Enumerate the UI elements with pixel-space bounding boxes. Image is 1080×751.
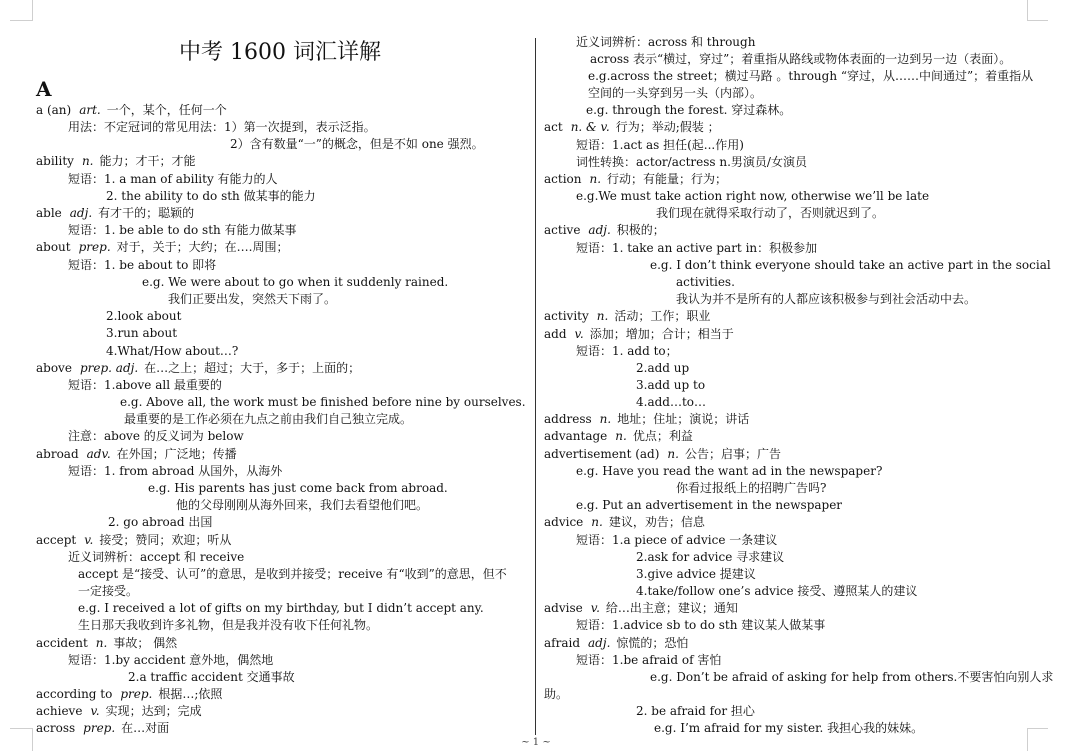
headword: act bbox=[544, 120, 563, 134]
line-text: e.g.We must take action right now, otherwise we’ll be late bbox=[576, 189, 930, 203]
line-text: 3.give advice 提建议 bbox=[636, 567, 756, 581]
line-text: 惊慌的；恐怕 bbox=[616, 636, 689, 650]
part-of-speech: n. bbox=[615, 429, 627, 443]
line-text: accept 是“接受、认可”的意思，是收到并接受；receive 有“收到”的意思，但不 bbox=[78, 567, 507, 581]
headword: abroad bbox=[36, 447, 79, 461]
entry-detail-line bbox=[586, 103, 791, 118]
line-text: 我们正要出发，突然天下雨了。 bbox=[168, 292, 337, 306]
part-of-speech: prep. bbox=[83, 721, 116, 735]
entry-detail-line bbox=[148, 481, 448, 496]
entry-detail-line bbox=[636, 550, 784, 565]
entry-detail-line bbox=[106, 189, 316, 204]
entry-detail-line bbox=[106, 326, 177, 341]
crop-mark-bottom-left bbox=[10, 728, 33, 751]
line-text: 地址；住址；演说；讲话 bbox=[617, 412, 750, 426]
headword: a (an) bbox=[36, 103, 72, 117]
entry-detail-line bbox=[68, 223, 297, 238]
crop-mark-top-left bbox=[10, 0, 33, 21]
line-text: 活动；工作；职业 bbox=[614, 309, 711, 323]
entry-detail-line bbox=[78, 601, 484, 616]
line-text: 行动；有能量；行为； bbox=[607, 172, 728, 186]
line-text: 一个，某个，任何一个 bbox=[106, 103, 227, 117]
part-of-speech: n. bbox=[596, 309, 609, 323]
entry-headword-line bbox=[36, 636, 177, 651]
line-text: 给…出主意；建议；通知 bbox=[605, 601, 738, 615]
line-text: 短语：1.advice sb to do sth 建议某人做某事 bbox=[576, 618, 826, 632]
entry-detail-line bbox=[68, 653, 273, 668]
entry-detail-line bbox=[650, 670, 1053, 685]
line-text: 2.look about bbox=[106, 309, 182, 323]
entry-headword-line bbox=[36, 447, 237, 462]
entry-headword-line bbox=[36, 361, 360, 376]
entry-headword-line bbox=[544, 120, 720, 135]
entry-detail-line bbox=[106, 344, 238, 359]
line-text: 短语：1.above all 最重要的 bbox=[68, 378, 222, 392]
line-text: 接受；赞同；欢迎；听从 bbox=[99, 533, 232, 547]
headword: about bbox=[36, 240, 71, 254]
part-of-speech: adj. bbox=[588, 636, 611, 650]
entry-detail-line bbox=[68, 172, 278, 187]
entry-detail-line bbox=[124, 412, 412, 427]
line-text: e.g. through the forest. 穿过森林。 bbox=[586, 103, 792, 117]
entry-headword-line bbox=[36, 206, 194, 221]
headword: achieve bbox=[36, 704, 83, 718]
entry-headword-line bbox=[544, 327, 734, 342]
line-text: 在…对面 bbox=[121, 721, 170, 735]
line-text: 对于，关于；大约；在….周围； bbox=[116, 240, 289, 254]
line-text: e.g. I received a lot of gifts on my birthday, but I didn’t accept any. bbox=[78, 601, 484, 615]
entry-headword-line bbox=[36, 103, 227, 118]
line-text: 短语：1. be able to do sth 有能力做某事 bbox=[68, 223, 297, 237]
part-of-speech: adj. bbox=[69, 206, 93, 220]
document-title: 中考 1600 词汇详解 bbox=[179, 40, 381, 65]
entry-detail-line bbox=[176, 498, 428, 513]
line-text: 短语：1. from abroad 从国外，从海外 bbox=[68, 464, 283, 478]
line-text: 短语：1.act as 担任(起...作用) bbox=[576, 138, 744, 152]
line-text: e.g. Have you read the want ad in the newspaper? bbox=[576, 464, 883, 478]
headword: advantage bbox=[544, 429, 608, 443]
part-of-speech: n. bbox=[591, 515, 603, 529]
line-text: 2. go abroad 出国 bbox=[108, 515, 213, 529]
entry-detail-line bbox=[68, 464, 282, 479]
entry-detail-line bbox=[120, 395, 526, 410]
line-text: e.g. Put an advertisement in the newspaper bbox=[576, 498, 843, 512]
line-text: e.g. I’m afraid for my sister. 我担心我的妹妹。 bbox=[654, 721, 924, 735]
entry-detail-line bbox=[588, 86, 762, 101]
entry-headword-line bbox=[544, 309, 710, 324]
part-of-speech: prep. adj. bbox=[79, 361, 139, 375]
entry-headword-line bbox=[544, 172, 727, 187]
entry-headword-line bbox=[36, 721, 169, 736]
line-text: 短语：1. add to； bbox=[576, 344, 678, 358]
line-text: e.g. Don’t be afraid of asking for help from others.不要害怕向别人求 bbox=[650, 670, 1054, 684]
part-of-speech: art. bbox=[79, 103, 101, 117]
line-text: 词性转换：actor/actress n.男演员/女演员 bbox=[576, 155, 807, 169]
entry-detail-line bbox=[230, 137, 484, 152]
headword: afraid bbox=[544, 636, 581, 650]
headword: advise bbox=[544, 601, 583, 615]
entry-headword-line bbox=[544, 601, 738, 616]
part-of-speech: v. bbox=[590, 601, 600, 615]
line-text: 短语：1. a man of ability 有能力的人 bbox=[68, 172, 278, 186]
entry-detail-line bbox=[576, 138, 744, 153]
entry-headword-line bbox=[36, 533, 231, 548]
line-text: activities. bbox=[676, 275, 735, 289]
line-text: 3.run about bbox=[106, 326, 178, 340]
entry-detail-line bbox=[68, 120, 376, 135]
part-of-speech: v. bbox=[84, 533, 94, 547]
entry-detail-line bbox=[636, 584, 917, 599]
entry-detail-line bbox=[576, 653, 721, 668]
entry-headword-line bbox=[544, 412, 749, 427]
headword: across bbox=[36, 721, 76, 735]
entry-headword-line bbox=[36, 154, 196, 169]
line-text: 用法：不定冠词的常见用法：1）第一次提到，表示泛指。 bbox=[68, 120, 376, 134]
part-of-speech: adv. bbox=[86, 447, 111, 461]
headword: according to bbox=[36, 687, 113, 701]
entry-detail-line bbox=[576, 155, 807, 170]
entry-detail-line bbox=[576, 618, 825, 633]
line-text: e.g. His parents has just come back from abroad. bbox=[148, 481, 448, 495]
line-text: e.g.across the street；横过马路 。through “穿过，从……中间通过”；着重指从 bbox=[588, 69, 1034, 83]
entry-detail-line bbox=[636, 567, 756, 582]
crop-mark-top-right bbox=[1027, 0, 1048, 21]
entry-detail-line bbox=[68, 550, 244, 565]
line-text: 生日那天我收到许多礼物，但是我并没有收下任何礼物。 bbox=[78, 618, 379, 632]
part-of-speech: n. bbox=[599, 412, 612, 426]
line-text: 他的父母刚刚从海外回来，我们去看望他们吧。 bbox=[176, 498, 429, 512]
part-of-speech: n. bbox=[589, 172, 602, 186]
line-text: 空间的一头穿到另一头（内部）。 bbox=[588, 86, 763, 100]
entry-detail-line bbox=[576, 344, 678, 359]
line-text: 近义词辨析：accept 和 receive bbox=[68, 550, 245, 564]
line-text: 实现；达到；完成 bbox=[105, 704, 202, 718]
line-text: 2）含有数量“一”的概念，但是不如 one 强烈。 bbox=[230, 137, 484, 151]
entry-detail-line bbox=[142, 275, 448, 290]
line-text: 公告；启事；广告 bbox=[684, 447, 781, 461]
entry-detail-line bbox=[128, 670, 295, 685]
line-text: 注意：above 的反义词为 below bbox=[68, 429, 244, 443]
entry-headword-line bbox=[544, 447, 781, 462]
entry-headword-line bbox=[544, 223, 665, 238]
line-text: 3.add up to bbox=[636, 378, 706, 392]
line-text: 4.take/follow one’s advice 接受、遵照某人的建议 bbox=[636, 584, 918, 598]
entry-headword-line bbox=[36, 704, 202, 719]
line-text: 近义词辨析：across 和 through bbox=[576, 35, 756, 49]
entry-headword-line bbox=[36, 240, 288, 255]
entry-detail-line bbox=[656, 206, 884, 221]
entry-detail-line bbox=[576, 189, 929, 204]
headword: accident bbox=[36, 636, 88, 650]
line-text: e.g. Above all, the work must be finished before nine by ourselves. bbox=[120, 395, 526, 409]
column-divider bbox=[535, 38, 536, 735]
part-of-speech: prep. bbox=[78, 240, 111, 254]
line-text: 2.add up bbox=[636, 361, 690, 375]
line-text: 你看过报纸上的招聘广告吗? bbox=[676, 481, 827, 495]
entry-detail-line bbox=[636, 704, 755, 719]
line-text: 能力；才干；才能 bbox=[99, 154, 196, 168]
line-text: 优点；利益 bbox=[632, 429, 693, 443]
entry-detail-line bbox=[588, 69, 1033, 84]
entry-detail-line bbox=[636, 378, 705, 393]
line-text: 4.What/How about…? bbox=[106, 344, 239, 358]
entry-detail-line bbox=[576, 498, 842, 513]
line-text: 助。 bbox=[544, 687, 569, 701]
line-text: 在外国；广泛地；传播 bbox=[116, 447, 237, 461]
entry-detail-line bbox=[676, 292, 976, 307]
line-text: 2. the ability to do sth 做某事的能力 bbox=[106, 189, 316, 203]
line-text: 在…之上；超过；大于，多于；上面的； bbox=[144, 361, 361, 375]
entry-detail-line bbox=[78, 567, 507, 582]
line-text: 2.a traffic accident 交通事故 bbox=[128, 670, 295, 684]
entry-detail-line bbox=[590, 52, 1011, 67]
part-of-speech: n. & v. bbox=[570, 120, 610, 134]
entry-headword-line bbox=[36, 687, 222, 702]
entry-detail-line bbox=[78, 618, 378, 633]
line-text: 短语：1.by accident 意外地，偶然地 bbox=[68, 653, 274, 667]
line-text: 有才干的；聪颖的 bbox=[98, 206, 195, 220]
entry-detail-line bbox=[106, 309, 181, 324]
line-text: across 表示“横过，穿过”；着重指从路线或物体表面的一边到另一边（表面）。 bbox=[590, 52, 1012, 66]
headword: accept bbox=[36, 533, 77, 547]
headword: advice bbox=[544, 515, 584, 529]
entry-detail-line bbox=[68, 378, 222, 393]
entry-detail-line bbox=[636, 361, 689, 376]
line-text: 事故； 偶然 bbox=[113, 636, 178, 650]
page-number: ~ 1 ~ bbox=[521, 737, 551, 748]
headword: activity bbox=[544, 309, 589, 323]
line-text: 积极的； bbox=[616, 223, 665, 237]
entry-detail-line bbox=[676, 481, 826, 496]
line-text: 行为；举动;假装 ； bbox=[615, 120, 720, 134]
line-text: e.g. I don’t think everyone should take an active part in the social bbox=[650, 258, 1051, 272]
line-text: e.g. We were about to go when it suddenly rained. bbox=[142, 275, 449, 289]
entry-headword-line bbox=[544, 636, 688, 651]
part-of-speech: v. bbox=[574, 327, 584, 341]
line-text: 根据…;依照 bbox=[158, 687, 223, 701]
entry-detail-line bbox=[108, 515, 212, 530]
line-text: 建议，劝告；信息 bbox=[608, 515, 705, 529]
headword: add bbox=[544, 327, 567, 341]
headword: able bbox=[36, 206, 62, 220]
entry-detail-line bbox=[576, 35, 755, 50]
entry-detail-line bbox=[676, 275, 735, 290]
headword: action bbox=[544, 172, 582, 186]
headword: address bbox=[544, 412, 592, 426]
entry-detail-line bbox=[78, 584, 138, 599]
line-text: 我认为并不是所有的人都应该积极参与到社会活动中去。 bbox=[676, 292, 977, 306]
entry-detail-line bbox=[650, 258, 1051, 273]
line-text: 短语：1.a piece of advice 一条建议 bbox=[576, 533, 778, 547]
line-text: 2.ask for advice 寻求建议 bbox=[636, 550, 785, 564]
entry-detail-line bbox=[68, 258, 216, 273]
entry-headword-line bbox=[544, 515, 705, 530]
entry-detail-line bbox=[636, 395, 706, 410]
entry-detail-line bbox=[654, 721, 923, 736]
part-of-speech: adj. bbox=[588, 223, 611, 237]
entry-detail-line bbox=[68, 429, 244, 444]
headword: ability bbox=[36, 154, 74, 168]
line-text: 添加；增加；合计；相当于 bbox=[589, 327, 734, 341]
part-of-speech: n. bbox=[667, 447, 679, 461]
part-of-speech: prep. bbox=[120, 687, 153, 701]
entry-detail-line bbox=[576, 464, 882, 479]
line-text: 4.add…to… bbox=[636, 395, 707, 409]
entry-detail-line bbox=[168, 292, 336, 307]
line-text: 短语：1. take an active part in：积极参加 bbox=[576, 241, 818, 255]
entry-detail-line bbox=[544, 687, 568, 702]
crop-mark-bottom-right bbox=[1027, 728, 1048, 751]
part-of-speech: n. bbox=[81, 154, 94, 168]
headword: above bbox=[36, 361, 72, 375]
line-text: 短语：1. be about to 即将 bbox=[68, 258, 217, 272]
line-text: 我们现在就得采取行动了，否则就迟到了。 bbox=[656, 206, 885, 220]
part-of-speech: v. bbox=[90, 704, 100, 718]
section-letter: A bbox=[36, 77, 52, 101]
headword: active bbox=[544, 223, 581, 237]
line-text: 最重要的是工作必须在九点之前由我们自己独立完成。 bbox=[124, 412, 413, 426]
entry-detail-line bbox=[576, 241, 817, 256]
line-text: 短语：1.be afraid of 害怕 bbox=[576, 653, 722, 667]
entry-detail-line bbox=[576, 533, 777, 548]
line-text: 2. be afraid for 担心 bbox=[636, 704, 755, 718]
line-text: 一定接受。 bbox=[78, 584, 139, 598]
entry-headword-line bbox=[544, 429, 693, 444]
part-of-speech: n. bbox=[95, 636, 108, 650]
headword: advertisement (ad) bbox=[544, 447, 660, 461]
